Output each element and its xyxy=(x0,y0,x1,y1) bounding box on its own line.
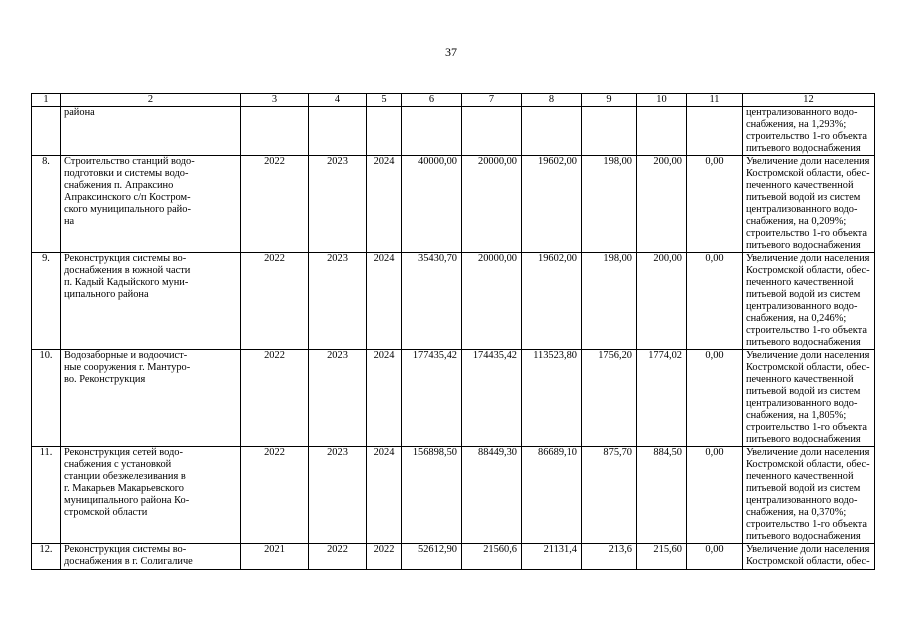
row-number: 11. xyxy=(32,447,61,544)
cell: 21131,4 xyxy=(522,544,582,570)
cell xyxy=(241,107,309,156)
row-number: 8. xyxy=(32,156,61,253)
text-line: централизованного водо- xyxy=(746,107,858,118)
text-line: питьевого водоснабжения xyxy=(746,337,861,348)
cell: 2023 xyxy=(309,350,367,447)
text-line: питьевой водой из систем xyxy=(746,483,861,494)
cell: 0,00 xyxy=(687,253,743,350)
text-line: Строительство станций водо- xyxy=(64,156,195,167)
text-line: питьевой водой из систем xyxy=(746,386,861,397)
col-header: 7 xyxy=(462,94,522,107)
cell: 213,6 xyxy=(582,544,637,570)
text-line: снабжения, на 1,805%; xyxy=(746,410,847,421)
cell: 884,50 xyxy=(637,447,687,544)
cell: 2023 xyxy=(309,156,367,253)
text-line: печенного качественной xyxy=(746,180,854,191)
cell: 2024 xyxy=(367,447,402,544)
cell: 215,60 xyxy=(637,544,687,570)
table-row xyxy=(32,107,875,156)
cell: 0,00 xyxy=(687,156,743,253)
text-line: доснабжения в южной части xyxy=(64,265,191,276)
text-line: ского муниципального райо- xyxy=(64,204,191,215)
cell: 40000,00 xyxy=(402,156,462,253)
text-line: питьевого водоснабжения xyxy=(746,143,861,154)
cell: 52612,90 xyxy=(402,544,462,570)
cell: 156898,50 xyxy=(402,447,462,544)
text-line: питьевого водоснабжения xyxy=(746,531,861,542)
text-line: питьевой водой из систем xyxy=(746,289,861,300)
text-line: станции обезжелезивания в xyxy=(64,471,186,482)
cell: 113523,80 xyxy=(522,350,582,447)
col-header: 12 xyxy=(743,94,875,107)
cell: 86689,10 xyxy=(522,447,582,544)
text-line: ципального района xyxy=(64,289,149,300)
text-line: стромской области xyxy=(64,507,148,518)
project-name xyxy=(61,156,241,253)
text-line: строительство 1-го объекта xyxy=(746,422,867,433)
text-line: печенного качественной xyxy=(746,277,854,288)
cell: 2022 xyxy=(367,544,402,570)
text-line: печенного качественной xyxy=(746,374,854,385)
result-cell xyxy=(743,350,875,447)
cell: 174435,42 xyxy=(462,350,522,447)
cell: 20000,00 xyxy=(462,156,522,253)
cell: 2022 xyxy=(241,253,309,350)
cell: 198,00 xyxy=(582,156,637,253)
col-header: 3 xyxy=(241,94,309,107)
result-cell xyxy=(743,447,875,544)
col-header: 1 xyxy=(32,94,61,107)
cell xyxy=(522,107,582,156)
text-line: строительство 1-го объекта xyxy=(746,325,867,336)
text-line: Костромской области, обес- xyxy=(746,459,870,470)
project-name xyxy=(61,253,241,350)
cell: 2024 xyxy=(367,156,402,253)
text-line: на xyxy=(64,216,75,227)
cell: 20000,00 xyxy=(462,253,522,350)
cell xyxy=(402,107,462,156)
cell: 2022 xyxy=(241,447,309,544)
col-header: 8 xyxy=(522,94,582,107)
cell: 200,00 xyxy=(637,253,687,350)
cell: 19602,00 xyxy=(522,156,582,253)
text-line: Костромской области, обес- xyxy=(746,362,870,373)
row-number: 12. xyxy=(32,544,61,570)
cell: 21560,6 xyxy=(462,544,522,570)
col-header: 4 xyxy=(309,94,367,107)
text-line: во. Реконструкция xyxy=(64,374,146,385)
text-line: Увеличение доли населения xyxy=(746,253,870,264)
col-header: 9 xyxy=(582,94,637,107)
cell: 2024 xyxy=(367,350,402,447)
row-number xyxy=(32,107,61,156)
text-line: Увеличение доли населения xyxy=(746,156,870,167)
text-line: Костромской области, обес- xyxy=(746,168,870,179)
row-number: 9. xyxy=(32,253,61,350)
cell: 19602,00 xyxy=(522,253,582,350)
text-line: централизованного водо- xyxy=(746,398,858,409)
text-line: Апраксинского с/п Костром- xyxy=(64,192,191,203)
text-line: Реконструкция сетей водо- xyxy=(64,447,183,458)
cell: 2022 xyxy=(241,156,309,253)
text-line: Водозаборные и водоочист- xyxy=(64,350,188,361)
text-line: снабжения п. Апраксино xyxy=(64,180,174,191)
text-line: Костромской области, обес- xyxy=(746,265,870,276)
table-row xyxy=(32,253,875,350)
cell: 2022 xyxy=(309,544,367,570)
projects-table xyxy=(31,93,875,570)
cell xyxy=(637,107,687,156)
text-line: Увеличение доли населения xyxy=(746,350,870,361)
text-line: питьевой водой из систем xyxy=(746,192,861,203)
text-line: доснабжения в г. Солигаличе xyxy=(64,556,193,567)
cell: 177435,42 xyxy=(402,350,462,447)
text-line: снабжения с установкой xyxy=(64,459,172,470)
text-line: Реконструкция системы во- xyxy=(64,544,187,555)
result-cell xyxy=(743,544,875,570)
cell: 875,70 xyxy=(582,447,637,544)
cell: 0,00 xyxy=(687,350,743,447)
cell xyxy=(367,107,402,156)
text-line: строительство 1-го объекта xyxy=(746,519,867,530)
result-cell xyxy=(743,107,875,156)
text-line: ные сооружения г. Мантуро- xyxy=(64,362,191,373)
text-line: г. Макарьев Макарьевского xyxy=(64,483,184,494)
cell: 1774,02 xyxy=(637,350,687,447)
result-cell xyxy=(743,253,875,350)
col-header: 5 xyxy=(367,94,402,107)
text-line: централизованного водо- xyxy=(746,495,858,506)
cell: 0,00 xyxy=(687,544,743,570)
text-line: Увеличение доли населения xyxy=(746,447,870,458)
cell: 198,00 xyxy=(582,253,637,350)
text-line: Реконструкция системы во- xyxy=(64,253,187,264)
text-line: снабжения, на 0,209%; xyxy=(746,216,847,227)
text-line: строительство 1-го объекта xyxy=(746,131,867,142)
cell: 2021 xyxy=(241,544,309,570)
text-line: печенного качественной xyxy=(746,471,854,482)
text-line: п. Кадый Кадыйского муни- xyxy=(64,277,189,288)
text-line: муниципального района Ко- xyxy=(64,495,190,506)
cell xyxy=(687,107,743,156)
text-line: питьевого водоснабжения xyxy=(746,240,861,251)
col-header: 11 xyxy=(687,94,743,107)
text-line: питьевого водоснабжения xyxy=(746,434,861,445)
cell: 2023 xyxy=(309,447,367,544)
text-line: строительство 1-го объекта xyxy=(746,228,867,239)
project-name xyxy=(61,447,241,544)
table-row xyxy=(32,350,875,447)
table-row xyxy=(32,544,875,570)
table-row xyxy=(32,156,875,253)
cell: 35430,70 xyxy=(402,253,462,350)
text-line: района xyxy=(64,107,95,118)
result-cell xyxy=(743,156,875,253)
project-name xyxy=(61,350,241,447)
text-line: Костромской области, обес- xyxy=(746,556,870,567)
cell: 88449,30 xyxy=(462,447,522,544)
cell xyxy=(309,107,367,156)
cell: 200,00 xyxy=(637,156,687,253)
cell: 0,00 xyxy=(687,447,743,544)
text-line: Увеличение доли населения xyxy=(746,544,870,555)
text-line: централизованного водо- xyxy=(746,301,858,312)
cell xyxy=(582,107,637,156)
text-line: снабжения, на 0,370%; xyxy=(746,507,847,518)
cell: 2024 xyxy=(367,253,402,350)
col-header: 10 xyxy=(637,94,687,107)
text-line: подготовки и системы водо- xyxy=(64,168,189,179)
col-header: 6 xyxy=(402,94,462,107)
header-row xyxy=(32,94,875,107)
col-header: 2 xyxy=(61,94,241,107)
table-row xyxy=(32,447,875,544)
text-line: снабжения, на 1,293%; xyxy=(746,119,847,130)
cell xyxy=(462,107,522,156)
text-line: централизованного водо- xyxy=(746,204,858,215)
project-name xyxy=(61,107,241,156)
cell: 1756,20 xyxy=(582,350,637,447)
cell: 2023 xyxy=(309,253,367,350)
page-number: 37 xyxy=(445,45,457,59)
cell: 2022 xyxy=(241,350,309,447)
text-line: снабжения, на 0,246%; xyxy=(746,313,847,324)
row-number: 10. xyxy=(32,350,61,447)
project-name xyxy=(61,544,241,570)
